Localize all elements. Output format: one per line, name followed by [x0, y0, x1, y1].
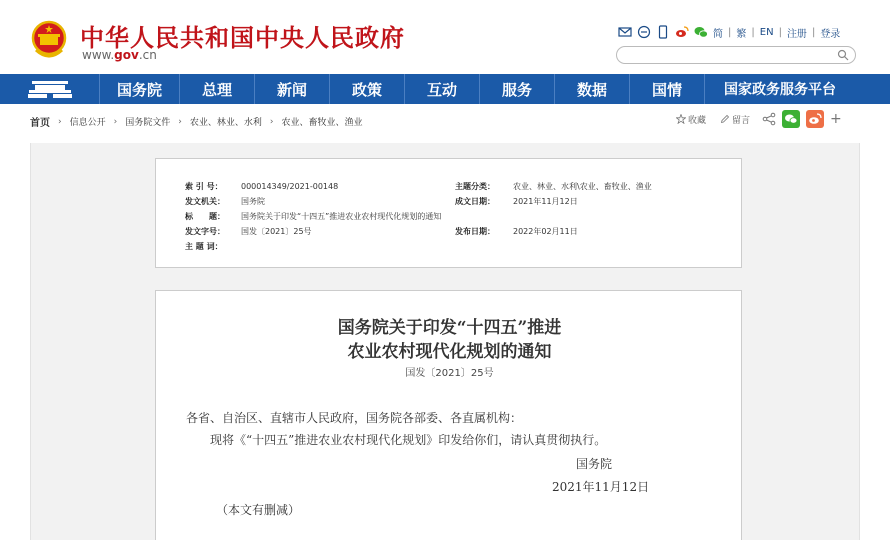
meta-written-date: [455, 196, 578, 207]
meta-category-value: 农业、林业、水利\农业、畜牧业、渔业: [513, 182, 652, 191]
separator: |: [728, 26, 732, 38]
document-signature: 国务院: [576, 457, 613, 471]
mail-icon[interactable]: [618, 25, 632, 39]
national-emblem-icon[interactable]: [30, 20, 68, 60]
meta-publish-date-value: 2022年02月11日: [513, 227, 578, 236]
nav-item-policies[interactable]: 政策: [330, 74, 405, 104]
meta-index: [185, 181, 338, 192]
meta-title-value: 国务院关于印发“十四五”推进农业农村现代化规划的通知: [241, 212, 442, 221]
meta-category-label: 主题分类：: [455, 182, 495, 191]
nav-item-interaction[interactable]: 互动: [405, 74, 480, 104]
meta-docno: [185, 226, 312, 237]
meta-docno-value: 国发〔2021〕25号: [241, 227, 312, 236]
document-meta-table: [155, 158, 742, 268]
wechat-share-button[interactable]: [782, 110, 800, 128]
register-link[interactable]: 注册: [786, 28, 807, 40]
nav-item-state-council[interactable]: 国务院: [100, 74, 180, 104]
lang-traditional-link[interactable]: 繁: [736, 28, 747, 40]
star-icon: [676, 114, 686, 124]
chevron-right-icon: ›: [58, 116, 62, 127]
page-tools: [676, 110, 842, 128]
meta-title-label: 标 题：: [185, 212, 225, 221]
site-url[interactable]: [82, 48, 157, 62]
share-icon[interactable]: [762, 112, 776, 126]
login-link[interactable]: 登录: [820, 28, 841, 40]
document-note: （本文有删减）: [216, 503, 301, 517]
chevron-right-icon: ›: [269, 116, 274, 127]
comment-label: 留言: [732, 115, 751, 126]
mobile-icon[interactable]: [637, 25, 651, 39]
favorite-button[interactable]: [676, 113, 706, 126]
nav-item-data[interactable]: 数据: [555, 74, 630, 104]
meta-category: [455, 181, 652, 192]
separator: |: [811, 26, 816, 38]
comment-button[interactable]: [720, 113, 750, 126]
chevron-right-icon: ›: [178, 116, 182, 127]
meta-index-label: 索 引 号：: [185, 182, 223, 191]
main-nav: [0, 74, 890, 104]
document-body: [155, 290, 742, 540]
weibo-share-button[interactable]: [806, 110, 824, 128]
wechat-icon: [784, 113, 798, 125]
site-url-suffix: .cn: [138, 48, 157, 62]
breadcrumb-farming[interactable]: 农业、畜牧业、渔业: [281, 118, 363, 128]
nav-item-gov-service-platform[interactable]: 国家政务服务平台: [724, 82, 836, 98]
meta-index-value: 000014349/2021-00148: [241, 182, 339, 191]
site-title[interactable]: 中华人民共和国中央人民政府: [80, 24, 405, 52]
nav-item-premier[interactable]: 总理: [180, 74, 255, 104]
document-body-text: 现将《“十四五”推进农业农村现代化规划》印发给你们，请认真贯彻执行。: [210, 433, 607, 447]
top-links: [618, 22, 840, 42]
meta-issuer: [185, 196, 265, 207]
meta-keywords-label: 主 题 词：: [185, 242, 223, 251]
search-icon[interactable]: [837, 49, 849, 61]
site-url-prefix: www.: [82, 48, 115, 62]
favorite-label: 收藏: [688, 115, 707, 126]
meta-publish-date-label: 发布日期：: [455, 227, 495, 236]
separator: |: [751, 26, 755, 38]
separator: |: [778, 26, 782, 38]
meta-keywords: [185, 241, 241, 252]
document-number: 国发〔2021〕25号: [405, 368, 494, 379]
breadcrumb-info-public[interactable]: 信息公开: [69, 118, 106, 128]
meta-title: [185, 211, 441, 222]
site-url-brand: gov: [114, 48, 139, 62]
breadcrumb-state-council-docs[interactable]: 国务院文件: [125, 118, 171, 128]
nav-item-national-info[interactable]: 国情: [630, 74, 705, 104]
pencil-icon: [720, 114, 730, 124]
search-input[interactable]: [617, 52, 827, 68]
meta-written-date-value: 2021年11月12日: [513, 197, 578, 206]
nav-item-news[interactable]: 新闻: [255, 74, 330, 104]
lang-english-link[interactable]: EN: [759, 26, 774, 38]
nav-item-services[interactable]: 服务: [480, 74, 555, 104]
search-box: [616, 46, 856, 64]
more-share-icon[interactable]: +: [830, 111, 842, 127]
weibo-icon: [808, 113, 822, 125]
tiananmen-icon: [26, 78, 74, 100]
document-salutation: 各省、自治区、直辖市人民政府，国务院各部委、各直属机构：: [186, 411, 523, 425]
breadcrumb-home[interactable]: 首页: [30, 118, 50, 129]
meta-issuer-label: 发文机关：: [185, 197, 225, 206]
breadcrumb-agriculture[interactable]: 农业、林业、水利: [189, 118, 262, 128]
meta-issuer-value: 国务院: [241, 197, 265, 206]
lang-simplified-link[interactable]: 简: [713, 28, 723, 40]
chevron-right-icon: ›: [113, 116, 118, 127]
weibo-icon[interactable]: [675, 25, 689, 39]
breadcrumb: [30, 114, 363, 129]
meta-written-date-label: 成文日期：: [455, 197, 495, 206]
document-date: 2021年11月12日: [552, 480, 650, 494]
meta-docno-label: 发文字号：: [185, 227, 225, 236]
meta-publish-date: [455, 226, 578, 237]
document-title-line1: 国务院关于印发“十四五”推进: [337, 318, 562, 338]
document-title-line2: 农业农村现代化规划的通知: [347, 342, 552, 362]
phone-icon[interactable]: [656, 25, 670, 39]
site-header: [0, 0, 890, 74]
wechat-icon[interactable]: [694, 25, 708, 39]
nav-home[interactable]: [0, 74, 100, 104]
